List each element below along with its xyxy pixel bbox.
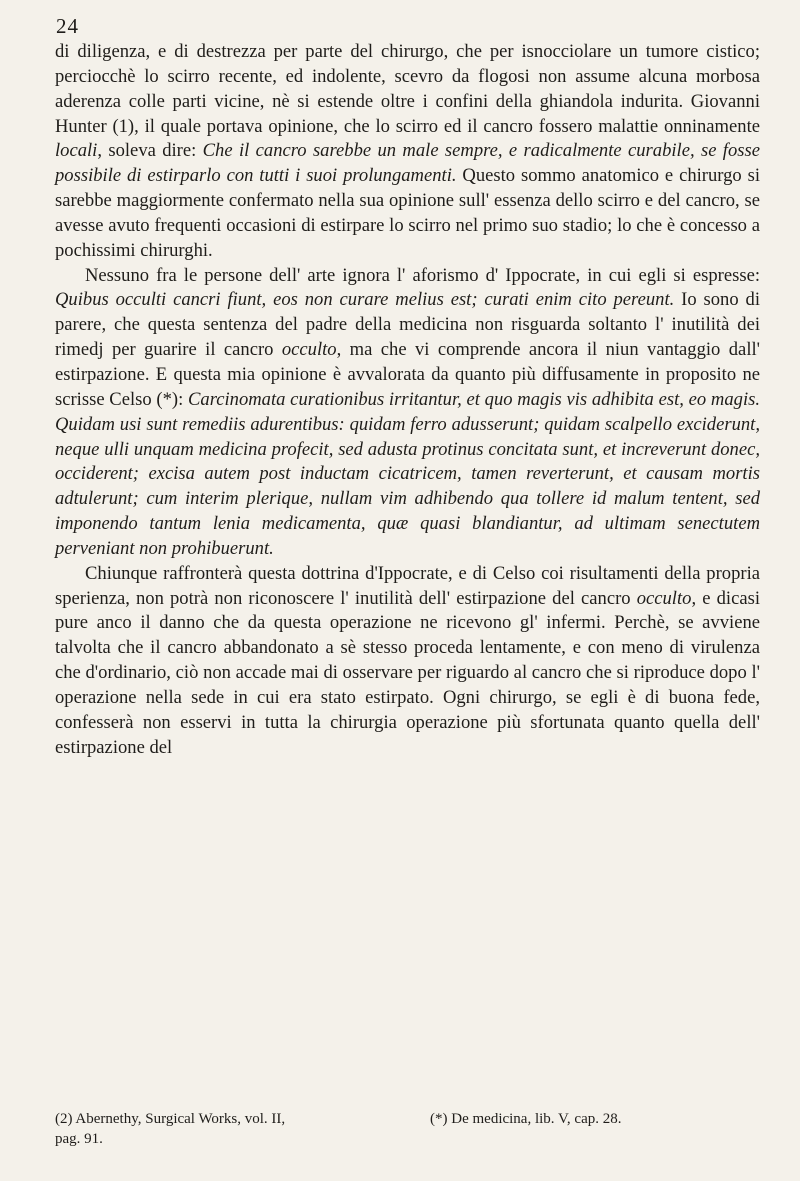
paragraph <box>55 562 760 761</box>
text-span: Questo sommo anatomico e chirurgo si sarebbe maggiormente confermato nella sua opinione sull' essenza dello scirro e del cancro, se avesse avuto frequenti occasioni di estirpare lo scirro nel primo suo stadio; lo che è concesso a pochissimi chirurghi. <box>55 165 761 261</box>
paragraph <box>55 264 760 562</box>
text-span: (2) Abernethy, <box>55 1111 146 1127</box>
footnote-abernethy <box>55 1109 415 1129</box>
text-span: , e dicasi pure anco il danno che da questa operazione ne ricevono gl' infermi. Perchè, se avviene talvolta che il cancro abbandonato a sè stesso proceda lentamente, e con meno di virulenza che d'ordinario, ciò non accade mai di osservare per riguardo al cancro che si riproduce dopo l' operazione nella sede in cui era stato estirpato. Ogni chirurgo, se egli è di buona fede, confesserà non esservi in tutta la chirurgia operazione più sfortunata quanto quella dell' estirpazione del <box>55 587 760 758</box>
text-span: (*) <box>430 1111 452 1127</box>
text-span: di diligenza, e di destrezza per parte del chirurgo, che per isnocciolare un tumore cistico; perciocchè lo scirro recente, ed indolente, scevro da flogosi non assume alcuna morbosa aderenza colle parti vicine, nè si estende oltre i confini della ghiandola indurita. Giovanni Hunter (1), il quale portava opinione, che lo scirro ed il cancro fossero malattie onninamente <box>55 41 760 137</box>
paragraph <box>55 40 760 264</box>
text-span: Chiunque raffronterà questa dottrina d'Ippocrate, e di Celso coi risultamenti della propria sperienza, non potrà non riconoscere l' inutilità dell' estirpazione del cancro <box>55 562 760 609</box>
text-span: , lib. V, cap. 28. <box>527 1111 622 1127</box>
footnote-celso <box>430 1109 760 1129</box>
text-span: Nessuno fra le persone dell' arte ignora l' aforismo d' Ippocrate, in cui egli si espresse: <box>85 264 760 286</box>
italic-text-span: De medicina <box>451 1111 528 1127</box>
footnote-abernethy-page: pag. 91. <box>55 1131 103 1147</box>
italic-text-span: occulto <box>636 587 692 609</box>
italic-text-span: Quibus occulti cancri fiunt, eos non curare melius est; curati enim cito pereunt. <box>55 289 675 311</box>
italic-text-span: occulto <box>281 339 337 361</box>
body-text <box>55 40 760 760</box>
text-span: , soleva dire: <box>97 140 203 162</box>
italic-text-span: Carcinomata curationibus irritantur, et quo magis vis adhibita est, eo magis. Quidam usi sunt remediis adurentibus: quidam ferro adusserunt; quidam scalpello exciderunt, neque ulli unquam medicina profecit, sed adusta protinus concitata sunt, et increverunt donec, occiderent; excisa autem post inductam cicatricem, tamen reverterunt, et causam mortis adtulerunt; cum interim plerique, nullam vim adhibendo qua tollere id malum tentent, sed imponendo tantum lenia medicamenta, quæ quasi blandiantur, ad ultimam senectutem perveniant non prohibuerunt. <box>55 388 761 559</box>
text-span: , ma che vi comprende ancora il niun vantaggio dall' estirpazione. E questa mia opinione è avvalorata da quanto più diffusamente in proposito ne scrisse Celso (*): <box>55 339 760 410</box>
footnotes <box>55 1109 760 1149</box>
italic-text-span: Surgical Works <box>145 1111 238 1127</box>
text-span: Io sono di parere, che questa sentenza del padre della medicina non risguarda soltanto l' inutilità dei rimedj per guarire il cancro <box>55 289 760 361</box>
text-span: , vol. II, <box>237 1111 286 1127</box>
page-number: 24 <box>56 14 79 38</box>
italic-text-span: locali <box>55 140 98 162</box>
italic-text-span: Che il cancro sarebbe un male sempre, e radicalmente curabile, se fosse possibile di estirparlo con tutti i suoi prolungamenti. <box>55 140 760 187</box>
